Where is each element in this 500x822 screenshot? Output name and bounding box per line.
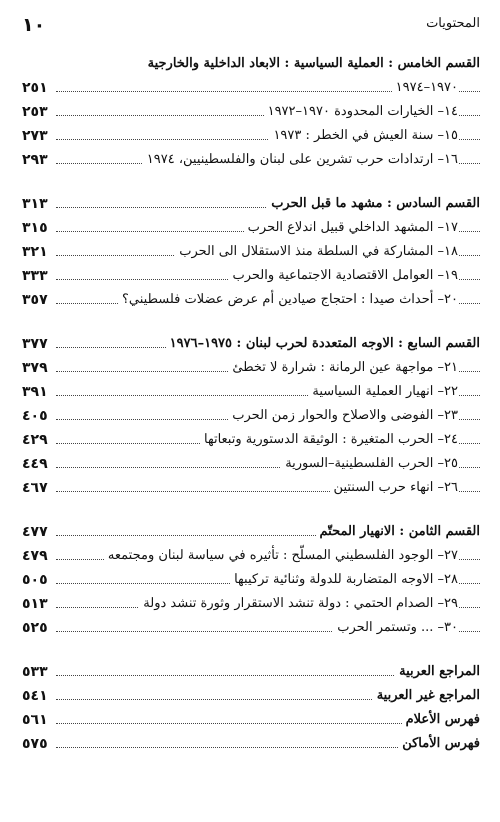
page-reference: ٢٥٣ [22,100,52,124]
page-reference: ٣٢١ [22,240,52,264]
toc-entry [22,616,480,640]
page-header [22,14,480,40]
toc-entry [22,356,480,380]
entry-title: ٢٩– الصدام الحتمي : دولة تنشد الاستقرار وثورة تنشد دولة [139,592,458,616]
entry-title: ٢٠– أحداث صيدا : احتجاج صيادين أم عرض عضلات فلسطيني؟ [118,288,458,312]
entry-title: ١٤– الخيارات المحدودة ١٩٧٠–١٩٧٢ [264,100,458,124]
page-reference: ٣٧٩ [22,356,52,380]
entry-title: ٢١– مواجهة عين الرمانة : شرارة لا تخطئ [228,356,458,380]
page-reference: ٣٣٣ [22,264,52,288]
toc-entry [22,660,480,684]
entry-title: ٢٨– الاوجه المتضاربة للدولة وثنائية تركيبها [230,568,458,592]
entry-title: ١٦– ارتدادات حرب تشرين على لبنان والفلسطينيين، ١٩٧٤ [143,148,458,172]
page-reference: ٤٧٩ [22,544,52,568]
toc-entry [22,148,480,172]
table-of-contents [22,52,480,776]
section-title: القسم الخامس : العملية السياسية : الابعاد الداخلية والخارجية [144,52,480,76]
back-matter [22,660,480,756]
page-reference: ٥٠٥ [22,568,52,592]
page-reference: ٣٩١ [22,380,52,404]
toc-entry [22,568,480,592]
page-number: ١٠ [22,14,46,36]
entry-title: فهرس الأعلام [402,708,480,732]
toc-entry [22,544,480,568]
section-heading [22,192,480,216]
page-reference: ٤٧٧ [22,520,52,544]
toc-entry [22,452,480,476]
entry-title: ١٩– العوامل الاقتصادية الاجتماعية والحرب [228,264,458,288]
page-reference: ٤٠٥ [22,404,52,428]
entry-title: ١٧– المشهد الداخلي قبيل اندلاع الحرب [244,216,458,240]
toc-entry [22,380,480,404]
toc-entry [22,100,480,124]
toc-section [22,332,480,500]
entry-title: ٢٦– انهاء حرب السنتين [330,476,458,500]
entry-title: ٢٥– الحرب الفلسطينية–السورية [281,452,458,476]
entry-title: ١٥– سنة العيش في الخطر : ١٩٧٣ [269,124,458,148]
page-reference: ٤٢٩ [22,428,52,452]
toc-entry [22,404,480,428]
toc-section [22,192,480,312]
toc-entry [22,288,480,312]
entry-title: المراجع غير العربية [373,684,480,708]
page-reference: ٢٩٣ [22,148,52,172]
page-reference: ٥٤١ [22,684,52,708]
entry-title: ٢٤– الحرب المتغيرة : الوثيقة الدستورية وتبعاتها [200,428,458,452]
section-title: القسم الثامن : الانهيار المحتّم [316,520,480,544]
page-reference: ٥٦١ [22,708,52,732]
page-title: المحتويات [426,16,480,31]
entry-title: ١٨– المشاركة في السلطة منذ الاستقلال الى الحرب [175,240,458,264]
entry-title: ٢٣– الفوضى والاصلاح والحوار زمن الحرب [228,404,458,428]
toc-section [22,52,480,172]
page-reference: ٣٥٧ [22,288,52,312]
page-reference: ٥٣٣ [22,660,52,684]
section-heading [22,520,480,544]
section-heading [22,332,480,356]
page-reference: ٥٧٥ [22,732,52,756]
toc-entry [22,240,480,264]
toc-section [22,520,480,640]
toc-entry [22,732,480,756]
toc-entry [22,708,480,732]
entry-title: ٣٠– ... وتستمر الحرب [333,616,458,640]
entry-title: ١٩٧٠–١٩٧٤ [392,76,458,100]
page-reference: ٢٥١ [22,76,52,100]
toc-entry [22,124,480,148]
page-reference: ٣١٣ [22,192,52,216]
toc-entry [22,264,480,288]
toc-entry [22,684,480,708]
entry-title: المراجع العربية [395,660,480,684]
entry-title: ٢٧– الوجود الفلسطيني المسلّح : تأثيره في سياسة لبنان ومجتمعه [104,544,458,568]
toc-entry [22,476,480,500]
section-title: القسم السادس : مشهد ما قبل الحرب [267,192,480,216]
page-reference: ٥٢٥ [22,616,52,640]
section-title: القسم السابع : الاوجه المتعددة لحرب لبنان : ١٩٧٥–١٩٧٦ [166,332,480,356]
page-reference: ٣٧٧ [22,332,52,356]
page-reference: ٣١٥ [22,216,52,240]
page-reference: ٤٤٩ [22,452,52,476]
page-reference: ٤٦٧ [22,476,52,500]
section-heading [22,52,480,76]
page-reference: ٢٧٣ [22,124,52,148]
toc-entry [22,592,480,616]
page-reference: ٥١٣ [22,592,52,616]
toc-entry [22,216,480,240]
toc-entry [22,76,480,100]
toc-entry [22,428,480,452]
entry-title: فهرس الأماكن [398,732,480,756]
entry-title: ٢٢– انهيار العملية السياسية [308,380,458,404]
